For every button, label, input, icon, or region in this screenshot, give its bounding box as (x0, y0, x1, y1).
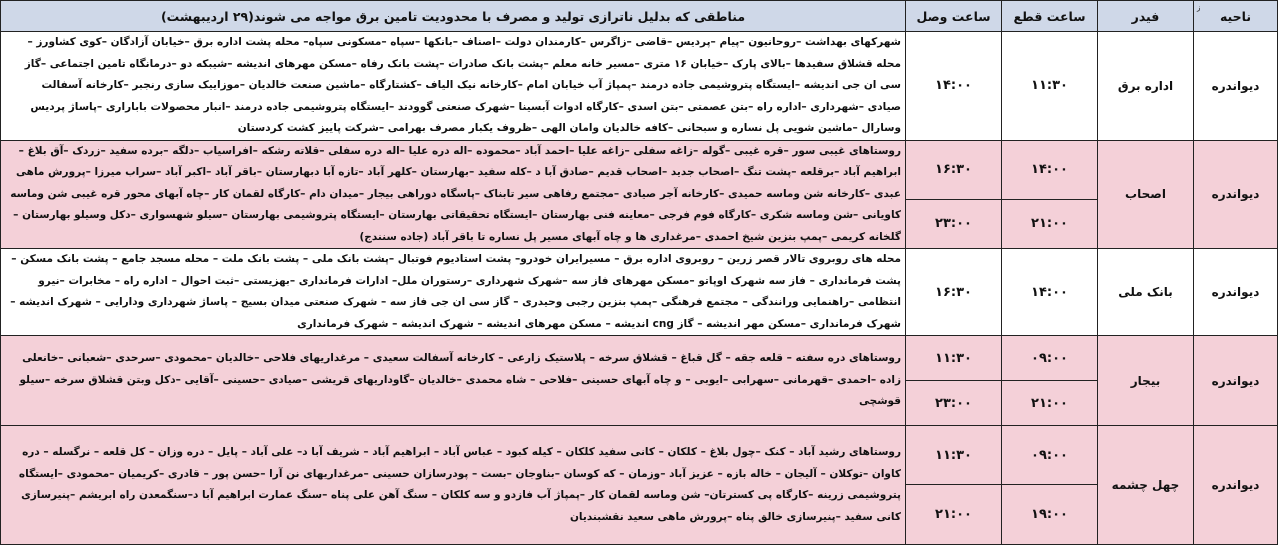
table-row (1, 140, 1278, 199)
header-connect-time: ساعت وصل (906, 1, 1002, 32)
table-row (1, 426, 1278, 485)
feeder-cell: بیجار (1098, 336, 1194, 426)
header-cut-time: ساعت قطع (1002, 1, 1098, 32)
header-region (1194, 1, 1278, 32)
cut-time-cell: ۰۹:۰۰ (1002, 426, 1098, 485)
region-cell: دیواندره (1194, 426, 1278, 545)
region-cell: دیواندره (1194, 249, 1278, 336)
header-corner-mark: ز (1197, 4, 1201, 12)
table-header-row (1, 1, 1278, 32)
region-cell: دیواندره (1194, 32, 1278, 141)
connect-time-cell: ۱۱:۳۰ (906, 336, 1002, 381)
header-region-label: ناحیه (1219, 8, 1252, 24)
table-row (1, 32, 1278, 141)
cut-time-cell: ۱۹:۰۰ (1002, 485, 1098, 545)
table-row (1, 336, 1278, 381)
connect-time-cell: ۲۱:۰۰ (906, 485, 1002, 545)
connect-time-cell: ۱۶:۳۰ (906, 140, 1002, 199)
feeder-cell: بانک ملی (1098, 249, 1194, 336)
connect-time-cell: ۲۳:۰۰ (906, 381, 1002, 426)
connect-time-cell: ۱۱:۳۰ (906, 426, 1002, 485)
cut-time-cell: ۱۴:۰۰ (1002, 140, 1098, 199)
areas-cell: روستاهای دره سفته – قلعه جقه – گل قباغ – قشلاق سرخه – پلاستیک زارعی – کارخانه آسفالت سعیدی – مرغداریهای فلاحی –خالدیان –محمودی –سرحدی –شعبانی –خانعلی زاده –احمدی –قهرمانی –سهرابی –ایوبی – و چاه آبهای حسینی –فلاحی – شاه محمدی –خالدیان –گاوداریهای قریشی –صیادی –حسینی –آقایی –دکل وبتن قشلاق سرخه –سیلو قوشچی (1, 336, 906, 426)
region-cell: دیواندره (1194, 140, 1278, 249)
cut-time-cell: ۱۴:۰۰ (1002, 249, 1098, 336)
feeder-cell: اداره برق (1098, 32, 1194, 141)
areas-cell: شهرکهای بهداشت –روحانیون –پیام –پردیس –قاضی –زاگرس –کارمندان دولت –اصناف –بانکها –سپاه –مسکونی سپاه– محله پشت اداره برق –خیابان آزادگان –کوی کشاورز –محله قشلاق سفیدها –بالای پارک –خیابان ۱۶ متری –مسیر خانه معلم –پشت بانک صادرات –پشت بانک رفاه –مسکن مهرهای اندیشه –شیبکه دو –درمانگاه تامین اجتماعی –گاز سی ان جی اندیشه –ایستگاه پتروشیمی جاده درمند –پمپاژ آب خیابان امام –کارخانه نیک الیاف –کشتارگاه –ماشین صنعت خالدیان –موزاییک سازی رنجبر –کارخانه آسفالت صیادی –شهرداری –اداره راه –بتن عصمتی –بتن اسدی –کارگاه ادوات آبسینا –شهرک صنعتی گوودند –ایستگاه پتروشیمی جاده درمند –انبار محصولات باباراری –پاساژ پردیس وسارال –ماشین شویی پل نساره و سبحانی –کافه خالدیان وامان الهی –ظروف یکبار مصرف بهرامی –شرکت پاییز کشت کردستان (1, 32, 906, 141)
cut-time-cell: ۰۹:۰۰ (1002, 336, 1098, 381)
areas-cell: محله های روبروی تالار قصر زرین – روبروی اداره برق – مسیرایران خودرو– پشت استادیوم فوتبال –پشت بانک ملی – پشت بانک ملت – محله مسجد جامع – پشت بانک مسکن –پشت فرمانداری – فاز سه شهرک اوپاتو –مسکن مهرهای فاز سه –شهرک شهرداری –رستوران ملل– ادارات فرمانداری –بهزیستی –ثبت احوال – اداره راه – مخابرات –نیرو انتظامی –راهنمایی ورانندگی – مجتمع فرهنگی –پمپ بنزین رجبی وحیدری – گاز سی ان جی فاز سه – شهرک صنعتی میدان بسیج – پاساژ شهرداری ودارایی – شهرک اندیشه –شهرک فرمانداری –مسکن مهر اندیشه – گاز cng اندیشه – مسکن مهرهای اندیشه – شهرک اندیشه – شهرک فرمانداری (1, 249, 906, 336)
connect-time-cell: ۲۳:۰۰ (906, 199, 1002, 248)
feeder-cell: چهل چشمه (1098, 426, 1194, 545)
header-areas: مناطقی که بدلیل ناترازی تولید و مصرف با محدودیت تامین برق مواجه می شوند(۲۹ اردیبهشت) (1, 1, 906, 32)
areas-cell: روستاهای رشید آباد – کنک –چول بلاغ – کلکان – کانی سفید کلکان – کیله کبود – عباس آباد – ابراهیم آباد – شریف آبا د– علی آباد – پایل – دره وزان – کل قلعه – نرگسله – دره کاوان –توکلان – آلیجان – خاله بازه – عزیز آباد –وزمان – که کوسان –بناوجان –بست – پودرسازان حسینی –مرغداریهای نن آرا –حسن پور – قادری –کریمیان –محمودی –ایستگاه پتروشیمی زرینه –کارگاه پی کسترتان– شن وماسه لقمان کار –پمپاژ آب فازدو و سه کلکان – سنگ آهن علی پناه –سنگ عمارت ابراهیم آبا د–سنگمعدن راه ابریشم –پنیرسازی کانی سفید –پنیرسازی خالق پناه –پرورش ماهی سعید نقشبندیان (1, 426, 906, 545)
table-row (1, 249, 1278, 336)
areas-cell: روستاهای غیبی سور –قره غیبی –گوله –زاغه سفلی –زاغه علیا –احمد آباد –محموده –اله دره علیا –اله دره سفلی –قلاته رشکه –افراسیاب –دلگه –برده سفید –زردک –آق بلاغ –ابراهیم آباد –برقلعه –پشت تنگ –اصحاب جدید –اصحاب قدیم –صادق آبا د –کله سفید –بهارستان –کلهر آباد –تازه آبا دبهارستان –باقر آباد –اکبر آباد –سراب میرزا –پرورش ماهی عبدی –کارخانه شن وماسه حمیدی –کارخانه آجر صیادی –مجتمع رفاهی سیر تابناک –پاسگاه دوراهی بیجار –میدان دام –کارگاه لقمان کار –چاه آبهای محور قره غیبی شن وماسه کاویانی –شن وماسه شکری –کارگاه فوم فرجی –معاینه فنی بهارستان –ایستگاه تحقیقاتی بهارستان –ایستگاه پتروشیمی بهارستان –سیلو شهسواری –دکل وسیلو بهارستان –گلخانه کریمی –پمپ بنزین شیخ احمدی –مرغداری ها و چاه آبهای مسیر پل نساره تا باقر آباد (جاده سنندج) (1, 140, 906, 249)
region-cell: دیواندره (1194, 336, 1278, 426)
connect-time-cell: ۱۴:۰۰ (906, 32, 1002, 141)
connect-time-cell: ۱۶:۳۰ (906, 249, 1002, 336)
cut-time-cell: ۲۱:۰۰ (1002, 199, 1098, 248)
header-feeder: فیدر (1098, 1, 1194, 32)
cut-time-cell: ۱۱:۳۰ (1002, 32, 1098, 141)
feeder-cell: اصحاب (1098, 140, 1194, 249)
cut-time-cell: ۲۱:۰۰ (1002, 381, 1098, 426)
